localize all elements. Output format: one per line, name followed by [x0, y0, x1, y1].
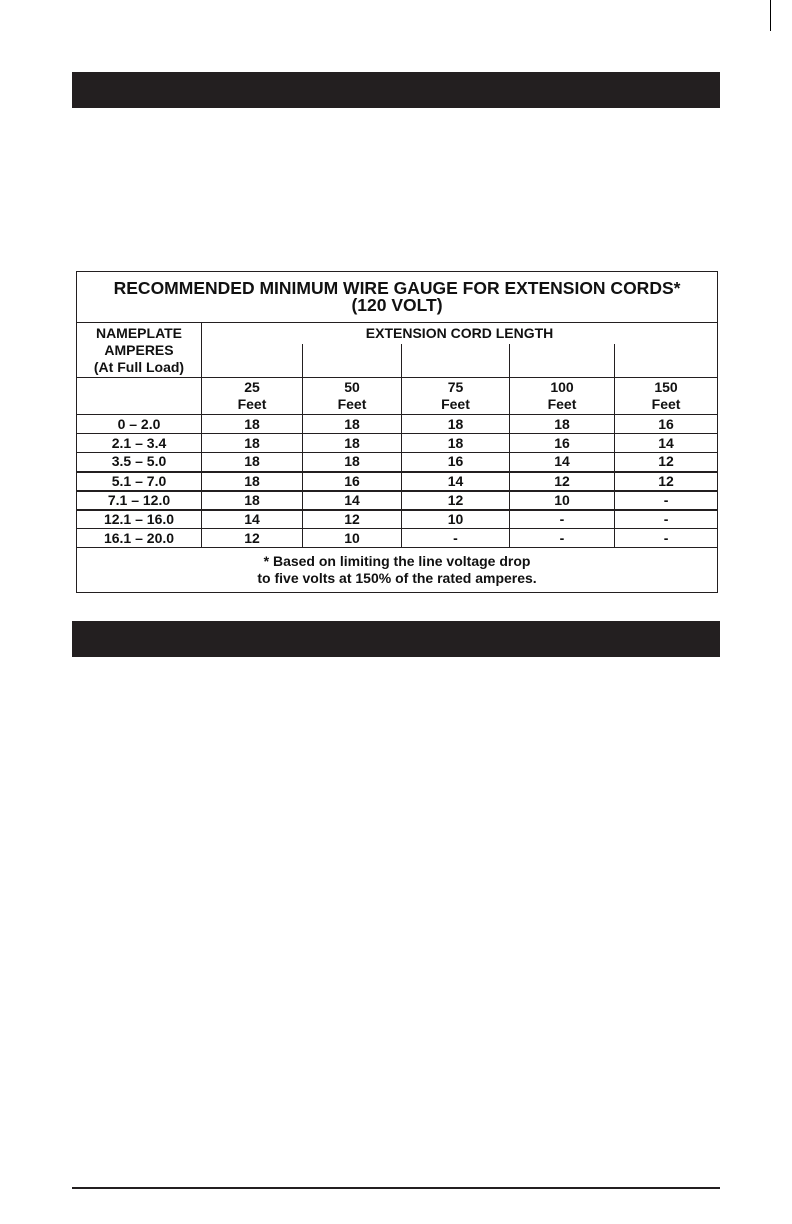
table-row: [77, 510, 718, 529]
gauge-cell: 18: [303, 453, 402, 472]
table-title-line: RECOMMENDED MINIMUM WIRE GAUGE FOR EXTENSION CORDS*: [113, 278, 681, 298]
nameplate-header-line: NAMEPLATE: [95, 324, 183, 341]
gauge-cell: -: [615, 510, 718, 529]
gauge-cell: 18: [510, 415, 615, 434]
table-footnote: [77, 548, 718, 593]
footer-divider: [72, 1187, 720, 1189]
gauge-cell: 18: [202, 491, 303, 510]
amperes-cell: 7.1 – 12.0: [77, 491, 202, 510]
nameplate-amperes-header: [77, 323, 202, 378]
amperes-cell: 16.1 – 20.0: [77, 529, 202, 548]
gauge-cell: 14: [615, 434, 718, 453]
wire-gauge-table: [76, 271, 718, 593]
gauge-cell: 12: [303, 510, 402, 529]
gauge-cell: 14: [402, 472, 510, 491]
header-spacer: [510, 344, 615, 378]
footnote-line: * Based on limiting the line voltage drop: [263, 553, 531, 569]
amperes-cell: 5.1 – 7.0: [77, 472, 202, 491]
length-row-blank: [77, 378, 202, 415]
gauge-cell: -: [510, 529, 615, 548]
amperes-cell: 12.1 – 16.0: [77, 510, 202, 529]
nameplate-header-line: AMPERES: [104, 341, 174, 358]
length-header-cell: 150 Feet: [615, 378, 718, 415]
nameplate-header-line: (At Full Load): [93, 358, 185, 375]
length-header-cell: 75 Feet: [402, 378, 510, 415]
length-header-cell: 25 Feet: [202, 378, 303, 415]
gauge-cell: 10: [303, 529, 402, 548]
gauge-cell: -: [615, 529, 718, 548]
gauge-cell: 18: [402, 434, 510, 453]
section-header-bar: [72, 621, 720, 657]
gauge-cell: -: [615, 491, 718, 510]
amperes-cell: 0 – 2.0: [77, 415, 202, 434]
gauge-cell: 18: [303, 434, 402, 453]
gauge-cell: 12: [402, 491, 510, 510]
header-spacer: [402, 344, 510, 378]
length-header-cell: 100 Feet: [510, 378, 615, 415]
gauge-cell: 16: [402, 453, 510, 472]
gauge-cell: 14: [510, 453, 615, 472]
gauge-cell: 12: [615, 472, 718, 491]
gauge-cell: 18: [303, 415, 402, 434]
table-title: [77, 272, 718, 323]
footnote-line: to five volts at 150% of the rated amperes.: [257, 570, 537, 586]
gauge-cell: 18: [202, 415, 303, 434]
gauge-cell: 16: [510, 434, 615, 453]
header-spacer: [202, 344, 303, 378]
gauge-cell: 14: [303, 491, 402, 510]
gauge-cell: 18: [202, 434, 303, 453]
table-row: [77, 453, 718, 472]
gauge-cell: 18: [202, 453, 303, 472]
amperes-cell: 3.5 – 5.0: [77, 453, 202, 472]
crop-mark: [770, 0, 771, 31]
table-row: [77, 472, 718, 491]
gauge-cell: 18: [202, 472, 303, 491]
gauge-cell: -: [402, 529, 510, 548]
table-row: [77, 491, 718, 510]
table-row: [77, 415, 718, 434]
gauge-cell: 10: [510, 491, 615, 510]
gauge-cell: 12: [615, 453, 718, 472]
header-spacer: [615, 344, 718, 378]
gauge-cell: 12: [202, 529, 303, 548]
gauge-cell: 18: [402, 415, 510, 434]
length-header-cell: 50 Feet: [303, 378, 402, 415]
gauge-cell: 14: [202, 510, 303, 529]
gauge-cell: 12: [510, 472, 615, 491]
amperes-cell: 2.1 – 3.4: [77, 434, 202, 453]
gauge-cell: 10: [402, 510, 510, 529]
table-row: [77, 529, 718, 548]
extension-cord-length-header: EXTENSION CORD LENGTH: [365, 325, 554, 341]
table-row: [77, 434, 718, 453]
gauge-cell: 16: [615, 415, 718, 434]
section-header-bar: [72, 72, 720, 108]
gauge-cell: 16: [303, 472, 402, 491]
gauge-cell: -: [510, 510, 615, 529]
header-spacer: [303, 344, 402, 378]
table-subtitle-line: (120 VOLT): [351, 295, 443, 315]
